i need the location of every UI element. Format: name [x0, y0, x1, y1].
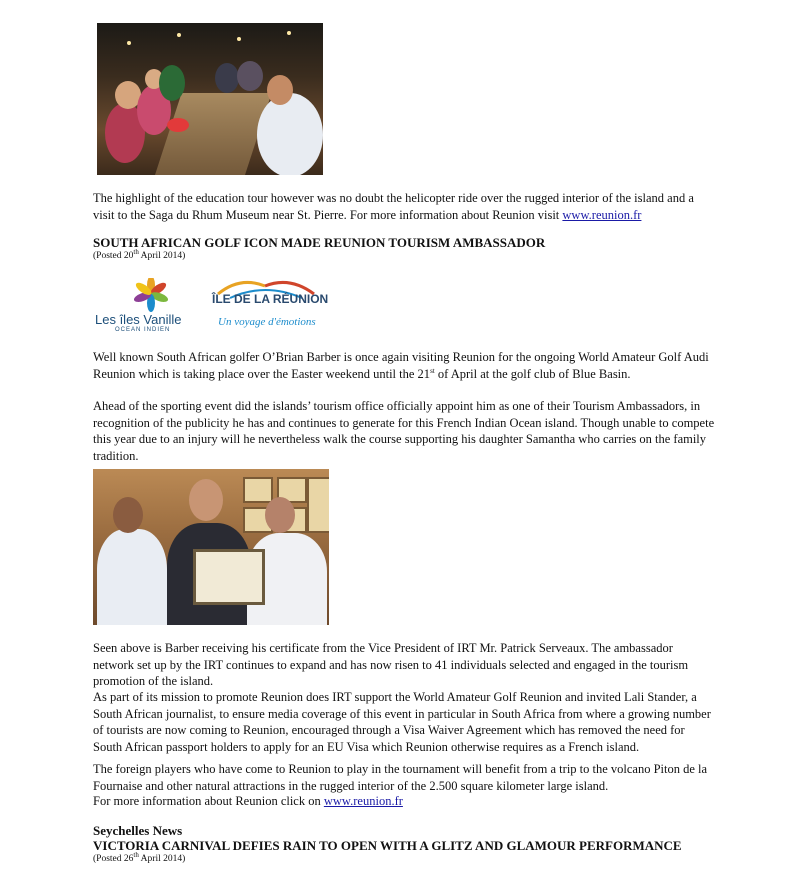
section-title: Seychelles News: [93, 823, 183, 838]
article-paragraph-2: Ahead of the sporting event did the islands’ tourism office officially appoint him as one of their Tourism Ambassadors, in recognition of the publicity he has and continues to generate for this French Indian Ocean island. Though unable to compete this year due to an injury will he nevertheless walk the course supporting his daughter Samantha who carries on the family tradition.: [93, 399, 715, 463]
reunion-logo-text: ÎLE DE LA RÉUNION: [212, 292, 329, 306]
posted-date-2: (Posted 26th April 2014): [93, 850, 186, 864]
vanille-logo-subtext: OCEAN INDIEN: [115, 327, 171, 333]
article-headline-2: VICTORIA CARNIVAL DEFIES RAIN TO OPEN WITH A GLITZ AND GLAMOUR PERFORMANCE: [93, 838, 682, 853]
ile-de-la-reunion-logo: [210, 278, 329, 338]
reunion-logo-tagline: Un voyage d'émotions: [218, 316, 316, 328]
les-iles-vanille-logo: [93, 278, 211, 338]
certificate-ceremony-photo: [93, 469, 329, 625]
reunion-link[interactable]: www.reunion.fr: [562, 207, 642, 222]
article-paragraph-1: Well known South African golfer O’Brian Barber is once again visiting Reunion for the ongoing World Amateur Golf Audi Reunion which is taking place over the Easter weekend until the 21st of April at the golf club of Blue Basin.: [93, 350, 709, 381]
dinner-group-photo: [97, 23, 323, 175]
posted-date: (Posted 20th April 2014): [93, 247, 186, 261]
article-headline: SOUTH AFRICAN GOLF ICON MADE REUNION TOURISM AMBASSADOR: [93, 235, 546, 250]
reunion-link-2[interactable]: www.reunion.fr: [323, 794, 403, 808]
article-paragraph-5: The foreign players who have come to Reunion to play in the tournament will benefit from a trip to the volcano Piton de la Fournaise and other natural attractions in the rugged interior of the 2.500 square kilometer large island.: [93, 762, 708, 793]
intro-paragraph: [93, 190, 713, 223]
article-paragraph-3: Seen above is Barber receiving his certificate from the Vice President of IRT Mr. Patrick Serveaux. The ambassador network set up by the IRT continues to expand and has now risen to 41 individuals selected and engaged in the tourism promotion of the island.: [93, 641, 689, 688]
vanille-logo-text: Les îles Vanille: [95, 312, 182, 327]
intro-text: The highlight of the education tour however was no doubt the helicopter ride over the rugged interior of the island and a visit to the Saga du Rhum Museum near St. Pierre. For more information about Reunion visit: [93, 191, 694, 222]
article-paragraph-4: As part of its mission to promote Reunion does IRT support the World Amateur Golf Reunion and invited Lali Stander, a South African journalist, to ensure media coverage of this event in particular in South Africa from where a growing number of tourists are now coming to Reunion, encouraged through a Visa Waiver Agreement which has removed the need for South African passport holders to apply for an EU Visa which Reunion otherwise requires as a French island.: [93, 690, 711, 754]
article-paragraph-6: For more information about Reunion click on www.reunion.fr: [93, 794, 403, 808]
